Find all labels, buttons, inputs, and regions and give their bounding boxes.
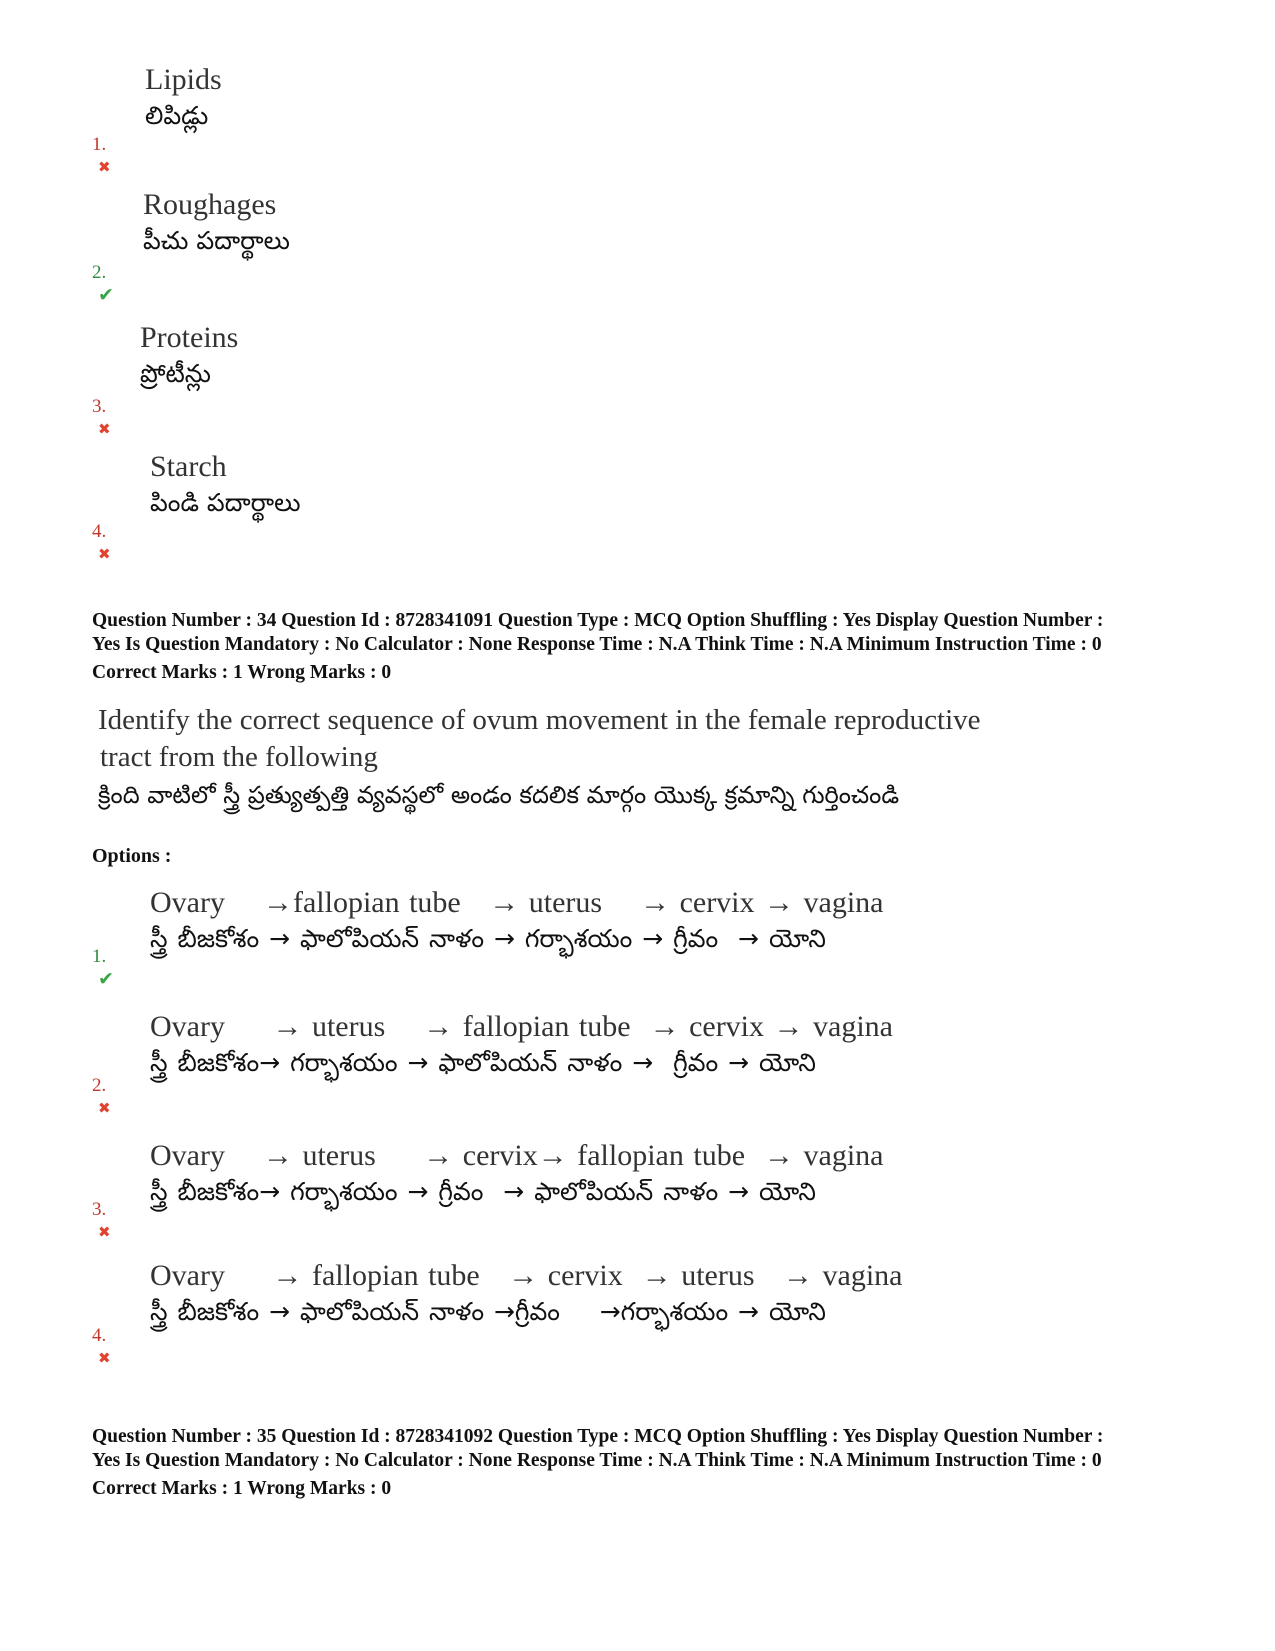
cross-icon: ✖ xyxy=(98,545,111,563)
option-text-te: స్త్రీ బీజకోశం→ గర్భాశయం → ఫాలోపియన్ నాళం → గ్రీవం → యోని xyxy=(150,1048,816,1077)
check-icon: ✔ xyxy=(98,968,114,990)
option-number: 1. xyxy=(92,946,107,967)
question-text-te: క్రింది వాటిలో స్త్రీ ప్రత్యుత్పత్తి వ్యవస్థలో అండం కదలిక మార్గం యొక్క క్రమాన్ని గుర్తించండి xyxy=(98,781,900,809)
option-label xyxy=(92,262,114,307)
question-text-en-line-2: tract from the following xyxy=(100,741,378,773)
option-text-te: స్త్రీ బీజకోశం → ఫాలోపియన్ నాళం →గ్రీవం →గర్భాశయం → యోని xyxy=(150,1297,826,1326)
option-text-te: ప్రోటీన్లు xyxy=(140,359,211,388)
question-35-meta xyxy=(92,1425,1212,1501)
cross-icon: ✖ xyxy=(98,1099,111,1117)
meta-line-2: Yes Is Question Mandatory : No Calculator : None Response Time : N.A Think Time : N.A Minimum Instruction Time : 0 xyxy=(92,1450,1102,1471)
option-text-en: Ovary → uterus → cervix→ fallopian tube → vagina xyxy=(150,1139,884,1172)
meta-line-1: Question Number : 34 Question Id : 8728341091 Question Type : MCQ Option Shuffling : Yes Display Question Number : xyxy=(92,610,1104,631)
meta-line-3: Correct Marks : 1 Wrong Marks : 0 xyxy=(92,662,392,683)
option-label xyxy=(92,1325,111,1374)
option-text-te: పిండి పదార్థాలు xyxy=(150,488,301,517)
option-text-en: Ovary →fallopian tube → uterus → cervix → vagina xyxy=(150,886,884,919)
option-number: 3. xyxy=(92,396,107,417)
meta-line-1: Question Number : 35 Question Id : 8728341092 Question Type : MCQ Option Shuffling : Yes Display Question Number : xyxy=(92,1426,1104,1447)
option-text-en: Proteins xyxy=(140,321,239,354)
option-number: 4. xyxy=(92,521,107,542)
option-text-te: స్త్రీ బీజకోశం→ గర్భాశయం → గ్రీవం → ఫాలోపియన్ నాళం → యోని xyxy=(150,1177,816,1206)
option-label xyxy=(92,946,114,991)
cross-icon: ✖ xyxy=(98,1223,111,1241)
options-heading: Options : xyxy=(92,845,172,867)
option-number: 3. xyxy=(92,1199,107,1220)
option-text-te: స్త్రీ బీజకోశం → ఫాలోపియన్ నాళం → గర్భాశయం → గ్రీవం → యోని xyxy=(150,924,826,953)
question-34-text xyxy=(98,702,981,814)
option-label xyxy=(92,1199,111,1248)
option-number: 4. xyxy=(92,1325,107,1346)
option-text-te: లిపిడ్లు xyxy=(145,101,209,130)
question-text-en-line-1: Identify the correct sequence of ovum movement in the female reproductive xyxy=(98,704,981,736)
question-34-meta xyxy=(92,609,1212,685)
option-text-en: Ovary → fallopian tube → cervix → uterus → vagina xyxy=(150,1259,903,1292)
cross-icon: ✖ xyxy=(98,1349,111,1367)
option-label xyxy=(92,521,111,570)
option-text-te: పీచు పదార్థాలు xyxy=(143,226,290,255)
option-text-en: Ovary → uterus → fallopian tube → cervix → vagina xyxy=(150,1010,893,1043)
option-number: 1. xyxy=(92,134,107,155)
meta-line-3: Correct Marks : 1 Wrong Marks : 0 xyxy=(92,1478,392,1499)
option-text-en: Roughages xyxy=(143,188,277,221)
option-number: 2. xyxy=(92,262,107,283)
cross-icon: ✖ xyxy=(98,158,111,176)
option-number: 2. xyxy=(92,1075,107,1096)
option-label xyxy=(92,1075,111,1124)
option-text-en: Lipids xyxy=(145,63,222,96)
option-label xyxy=(92,134,111,183)
option-label xyxy=(92,396,111,445)
check-icon: ✔ xyxy=(98,284,114,306)
option-text-en: Starch xyxy=(150,450,227,483)
cross-icon: ✖ xyxy=(98,420,111,438)
meta-line-2: Yes Is Question Mandatory : No Calculator : None Response Time : N.A Think Time : N.A Minimum Instruction Time : 0 xyxy=(92,634,1102,655)
